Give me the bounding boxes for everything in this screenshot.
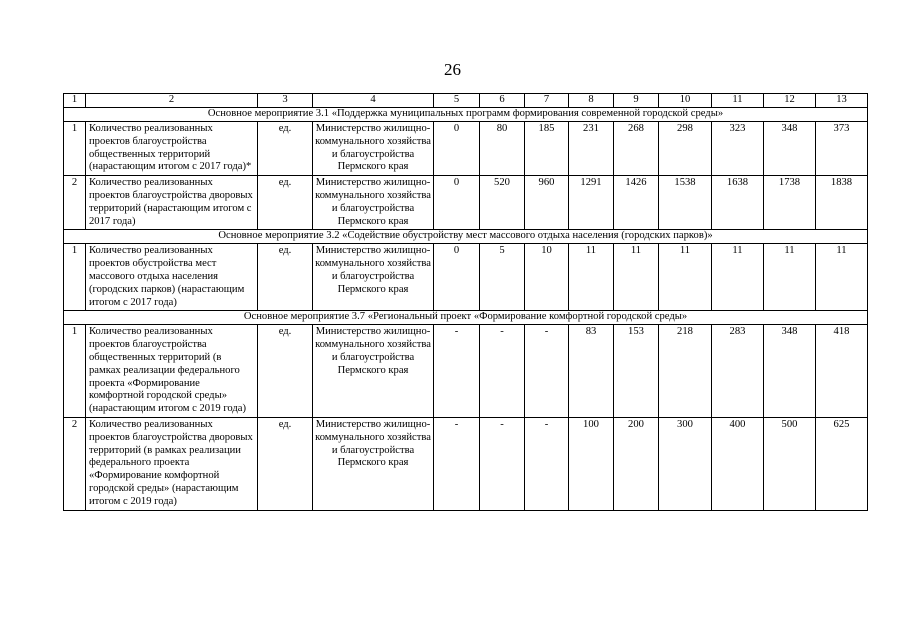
indicator-value: - <box>525 325 569 418</box>
indicator-value: 1638 <box>712 176 764 230</box>
indicator-value: 300 <box>659 417 712 510</box>
indicator-value: 200 <box>614 417 659 510</box>
indicator-value: 418 <box>816 325 868 418</box>
section-title-row <box>64 230 868 244</box>
indicator-value: 153 <box>614 325 659 418</box>
column-number-cell: 1 <box>64 94 86 108</box>
indicator-row <box>64 176 868 230</box>
indicator-value: - <box>480 325 525 418</box>
indicator-value: 80 <box>480 122 525 176</box>
column-number-cell: 12 <box>764 94 816 108</box>
responsible-body: Министерство жилищно-коммунального хозяйства и благоустройства Пермского края <box>313 122 434 176</box>
indicator-value: 500 <box>764 417 816 510</box>
indicator-value: 11 <box>764 244 816 311</box>
column-number-cell: 13 <box>816 94 868 108</box>
section-title-row <box>64 311 868 325</box>
indicator-name: Количество реализованных проектов благоустройства общественных территорий (нарастающим итогом с 2017 года)* <box>86 122 258 176</box>
indicator-value: 0 <box>434 176 480 230</box>
indicator-value: - <box>434 325 480 418</box>
indicator-value: 83 <box>569 325 614 418</box>
column-number-cell: 10 <box>659 94 712 108</box>
indicator-value: 348 <box>764 122 816 176</box>
row-number: 1 <box>64 325 86 418</box>
unit-of-measure: ед. <box>258 325 313 418</box>
indicator-row <box>64 122 868 176</box>
indicator-value: 231 <box>569 122 614 176</box>
indicator-value: - <box>480 417 525 510</box>
indicator-value: 348 <box>764 325 816 418</box>
column-number-cell: 6 <box>480 94 525 108</box>
indicator-value: 11 <box>614 244 659 311</box>
indicator-value: 5 <box>480 244 525 311</box>
indicator-value: 1738 <box>764 176 816 230</box>
column-number-cell: 7 <box>525 94 569 108</box>
indicator-name: Количество реализованных проектов обустройства мест массового отдыха населения (городских парков) (нарастающим итогом с 2017 года) <box>86 244 258 311</box>
unit-of-measure: ед. <box>258 122 313 176</box>
column-number-cell: 3 <box>258 94 313 108</box>
indicator-value: 1538 <box>659 176 712 230</box>
indicator-value: 11 <box>659 244 712 311</box>
indicator-value: - <box>525 417 569 510</box>
indicators-table <box>63 93 868 511</box>
row-number: 1 <box>64 244 86 311</box>
column-number-cell: 4 <box>313 94 434 108</box>
row-number: 2 <box>64 417 86 510</box>
column-number-cell: 8 <box>569 94 614 108</box>
responsible-body: Министерство жилищно-коммунального хозяйства и благоустройства Пермского края <box>313 244 434 311</box>
indicator-value: 520 <box>480 176 525 230</box>
indicator-value: 10 <box>525 244 569 311</box>
indicator-value: 1291 <box>569 176 614 230</box>
indicator-value: 0 <box>434 244 480 311</box>
indicator-value: 11 <box>816 244 868 311</box>
indicator-value: 625 <box>816 417 868 510</box>
responsible-body: Министерство жилищно-коммунального хозяйства и благоустройства Пермского края <box>313 176 434 230</box>
indicator-value: 373 <box>816 122 868 176</box>
indicator-value: - <box>434 417 480 510</box>
column-number-cell: 11 <box>712 94 764 108</box>
indicator-value: 283 <box>712 325 764 418</box>
section-title: Основное мероприятие 3.7 «Региональный проект «Формирование комфортной городской среды» <box>64 311 868 325</box>
indicator-value: 298 <box>659 122 712 176</box>
unit-of-measure: ед. <box>258 244 313 311</box>
indicator-name: Количество реализованных проектов благоустройства общественных территорий (в рамках реализации федерального проекта «Формирование комфортной городской среды» (нарастающим итогом с 2019 года) <box>86 325 258 418</box>
indicator-value: 323 <box>712 122 764 176</box>
column-number-cell: 2 <box>86 94 258 108</box>
indicator-value: 1426 <box>614 176 659 230</box>
section-title-row <box>64 108 868 122</box>
indicator-name: Количество реализованных проектов благоустройства дворовых территорий (в рамках реализации федерального проекта «Формирование комфортной городской среды» (нарастающим итогом с 2019 года) <box>86 417 258 510</box>
indicator-row <box>64 417 868 510</box>
column-number-row <box>64 94 868 108</box>
unit-of-measure: ед. <box>258 417 313 510</box>
indicator-value: 0 <box>434 122 480 176</box>
page-number: 26 <box>444 60 461 79</box>
column-number-cell: 5 <box>434 94 480 108</box>
indicator-value: 100 <box>569 417 614 510</box>
indicator-value: 268 <box>614 122 659 176</box>
indicator-name: Количество реализованных проектов благоустройства дворовых территорий (нарастающим итогом с 2017 года) <box>86 176 258 230</box>
indicator-row <box>64 244 868 311</box>
indicator-value: 11 <box>712 244 764 311</box>
indicator-value: 185 <box>525 122 569 176</box>
column-number-cell: 9 <box>614 94 659 108</box>
indicator-row <box>64 325 868 418</box>
row-number: 1 <box>64 122 86 176</box>
responsible-body: Министерство жилищно-коммунального хозяйства и благоустройства Пермского края <box>313 417 434 510</box>
indicator-value: 400 <box>712 417 764 510</box>
indicator-value: 960 <box>525 176 569 230</box>
unit-of-measure: ед. <box>258 176 313 230</box>
section-title: Основное мероприятие 3.1 «Поддержка муниципальных программ формирования современной городской среды» <box>64 108 868 122</box>
indicator-value: 218 <box>659 325 712 418</box>
section-title: Основное мероприятие 3.2 «Содействие обустройству мест массового отдыха населения (городских парков)» <box>64 230 868 244</box>
row-number: 2 <box>64 176 86 230</box>
indicator-value: 11 <box>569 244 614 311</box>
indicator-value: 1838 <box>816 176 868 230</box>
responsible-body: Министерство жилищно-коммунального хозяйства и благоустройства Пермского края <box>313 325 434 418</box>
